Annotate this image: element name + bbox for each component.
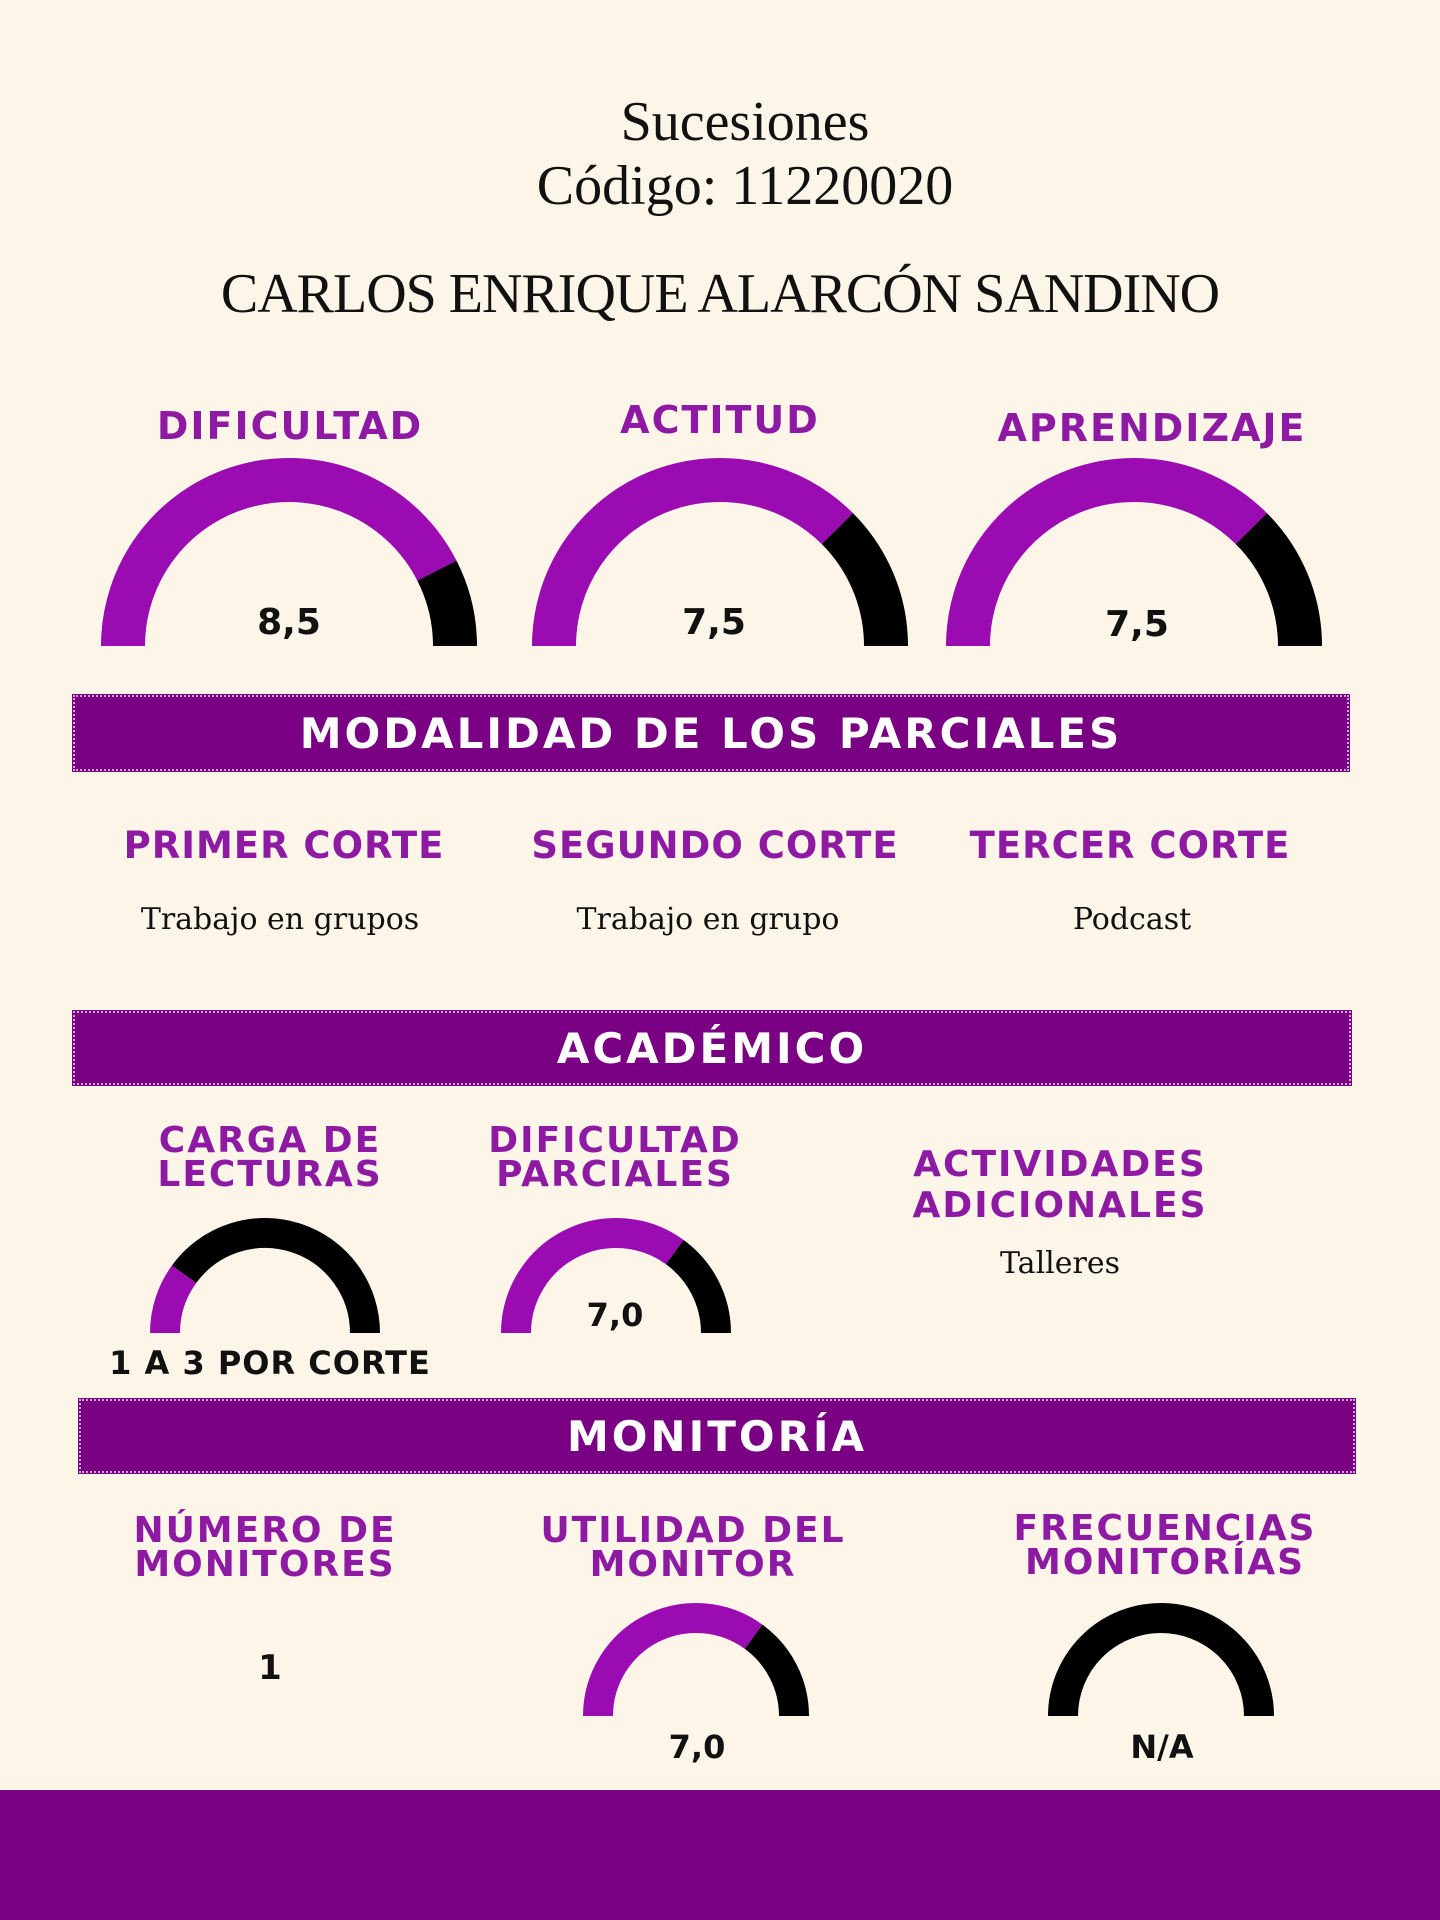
utilidad-monitor-label-line2: MONITOR bbox=[589, 1544, 797, 1585]
gauge-frecuencias-monitorias-remaining-arc bbox=[1063, 1618, 1259, 1716]
corte-value-segundo: Trabajo en grupo bbox=[576, 902, 840, 937]
professor-name: CARLOS ENRIQUE ALARCÓN SANDINO bbox=[220, 263, 1220, 325]
banner-monitoria: MONITORÍA bbox=[78, 1398, 1356, 1474]
banner-modalidad: MODALIDAD DE LOS PARCIALES bbox=[72, 694, 1350, 772]
frecuencias-monitorias-label-line1: FRECUENCIAS bbox=[1013, 1508, 1317, 1549]
numero-monitores-value: 1 bbox=[258, 1648, 282, 1688]
rating-label-aprendizaje: APRENDIZAJE bbox=[997, 406, 1307, 450]
corte-value-tercer: Podcast bbox=[1072, 902, 1192, 937]
corte-label-segundo: SEGUNDO CORTE bbox=[531, 824, 899, 867]
dificultad-parciales-label-line1: DIFICULTAD bbox=[488, 1120, 742, 1161]
course-code: Código: 11220020 bbox=[536, 155, 954, 217]
rating-label-dificultad: DIFICULTAD bbox=[156, 404, 424, 448]
course-title: Sucesiones bbox=[620, 91, 870, 153]
corte-value-primer: Trabajo en grupos bbox=[140, 902, 420, 937]
carga-lecturas-label-line2: LECTURAS bbox=[157, 1154, 383, 1195]
corte-label-tercer: TERCER CORTE bbox=[969, 824, 1291, 867]
banner-academico: ACADÉMICO bbox=[72, 1010, 1352, 1086]
corte-label-primer: PRIMER CORTE bbox=[123, 824, 445, 867]
utilidad-monitor-value: 7,0 bbox=[668, 1728, 726, 1766]
rating-label-actitud: ACTITUD bbox=[620, 398, 820, 442]
actividades-label: ACTIVIDADES ADICIONALES bbox=[912, 1144, 1208, 1226]
rating-value-dificultad: 8,5 bbox=[257, 602, 321, 643]
footer-band bbox=[0, 1790, 1440, 1920]
dificultad-parciales-label-line2: PARCIALES bbox=[496, 1154, 734, 1195]
frecuencias-monitorias-value: N/A bbox=[1130, 1728, 1194, 1766]
carga-lecturas-label-line1: CARGA DE bbox=[158, 1120, 382, 1161]
frecuencias-monitorias-label-line2: MONITORÍAS bbox=[1024, 1542, 1305, 1583]
dificultad-parciales-value: 7,0 bbox=[586, 1296, 644, 1334]
actividades-value: Talleres bbox=[1000, 1246, 1120, 1281]
numero-monitores-label-line1: NÚMERO DE bbox=[133, 1510, 397, 1551]
rating-value-actitud: 7,5 bbox=[682, 602, 746, 643]
utilidad-monitor-label-line1: UTILIDAD DEL bbox=[540, 1510, 846, 1551]
numero-monitores-label-line2: MONITORES bbox=[134, 1544, 396, 1585]
rating-value-aprendizaje: 7,5 bbox=[1105, 604, 1169, 645]
carga-lecturas-value: 1 A 3 POR CORTE bbox=[109, 1344, 431, 1382]
